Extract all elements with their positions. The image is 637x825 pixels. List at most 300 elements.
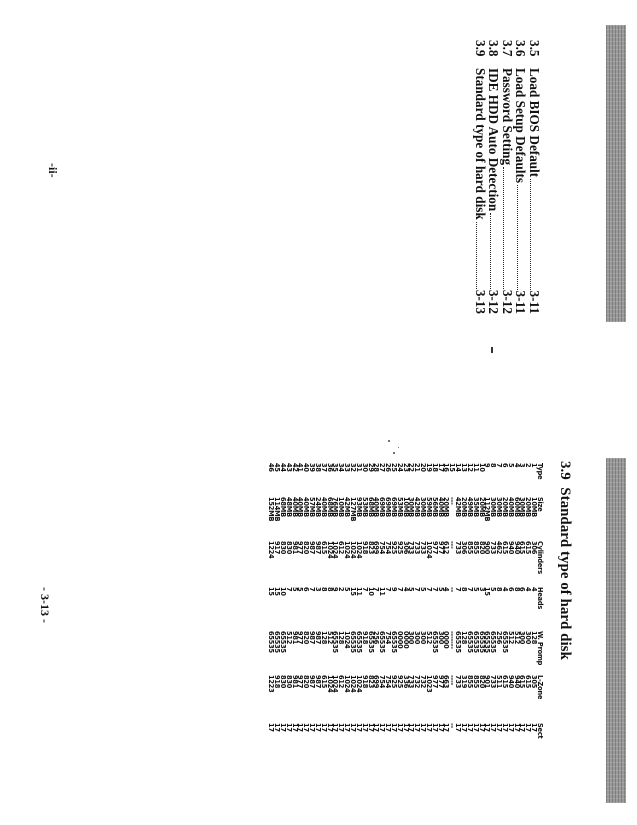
table-cell: 15 [267, 587, 276, 596]
table-cell: 17 [413, 723, 422, 732]
table-cell: 41 [296, 463, 305, 472]
table-cell: 17 [442, 723, 451, 732]
table-cell: 8 [495, 587, 504, 592]
table-cell: 820 [302, 541, 311, 555]
table-cell: 987 [308, 675, 317, 689]
table-cell: 40 [302, 463, 311, 472]
table-cell: 256 [495, 631, 504, 645]
table-cell: 987 [313, 675, 322, 689]
table-cell: 15 [273, 587, 282, 596]
toc-entry-title: IDE HDD Auto Detection [486, 68, 502, 212]
table-cell: 7 [308, 587, 317, 592]
table-cell: 18 [430, 463, 439, 472]
table-cell: 17 [331, 723, 340, 732]
table-cell: 300 [518, 631, 527, 645]
table-cell: 0000 [442, 631, 451, 649]
table-cell: 5 [436, 587, 445, 592]
table-cell: -- [448, 587, 457, 593]
table-cell: 925 [395, 675, 404, 689]
table-row [454, 463, 463, 743]
table-cell: 25 [389, 463, 398, 472]
table-cell: 20MB [442, 497, 451, 517]
table-cell: 820 [302, 675, 311, 689]
table-cell: 900 [483, 541, 492, 555]
table-cell: 733 [454, 675, 463, 689]
table-cell: 6 [518, 587, 527, 592]
table-cell: 69MB [384, 497, 393, 517]
scan-speck [398, 447, 399, 448]
table-cell: 114MB [273, 497, 282, 522]
table-cell: 15 [448, 463, 457, 472]
table-cell: 615 [319, 675, 328, 689]
table-cell: 7 [395, 587, 404, 592]
table-cell: 42MB [343, 497, 352, 517]
table-cell: 7 [465, 587, 474, 592]
toc-entry [514, 40, 528, 314]
table-cell: 940 [506, 541, 515, 555]
table-cell: 44 [278, 463, 287, 472]
table-cell: 17 [512, 723, 521, 732]
table-cell: 10 [477, 463, 486, 472]
table-cell: 8 [319, 587, 328, 592]
table-cell: 306 [401, 541, 410, 555]
table-cell: 855 [465, 675, 474, 689]
table-cell: 820 [477, 541, 486, 555]
toc-leader-dots [490, 213, 501, 289]
table-cell: 65535 [366, 631, 375, 653]
table-cell: 8 [512, 587, 521, 592]
column-header: W. Promp [536, 631, 544, 666]
toc-entry-title: Standard type of hard disk [472, 68, 488, 220]
table-cell: 754 [378, 675, 387, 689]
table-cell: 17 [372, 723, 381, 732]
toc-entry-number: 3.7 [499, 40, 515, 57]
table-cell: 733 [407, 541, 416, 555]
table-of-contents [473, 40, 541, 314]
table-cell: 65535 [477, 631, 486, 653]
table-cell: 305 [530, 675, 539, 689]
table-cell: 615 [524, 541, 533, 555]
toc-entry-number: 3.8 [486, 40, 502, 57]
table-cell: 300 [407, 631, 416, 645]
table-cell: 15 [349, 587, 357, 596]
table-cell: 830 [278, 541, 287, 555]
toc-leader-dots [530, 179, 541, 289]
table-cell: 981 [290, 675, 299, 689]
table-cell: 830 [284, 675, 293, 689]
table-cell: 7 [413, 587, 422, 592]
table-cell: 977 [430, 675, 439, 689]
table-cell: 14 [454, 463, 463, 472]
table-cell: 35MB [471, 497, 480, 517]
table-cell: 612 [337, 541, 346, 555]
table-cell: 17 [460, 723, 469, 732]
table-cell: 17 [500, 723, 509, 732]
toc-entry-number: 3.9 [472, 40, 488, 57]
table-cell: 42 [290, 463, 299, 472]
table-cell: 29 [366, 463, 375, 472]
hard-disk-type-table [267, 463, 542, 743]
toc-entry-title: Load Setup Defaults [513, 68, 529, 184]
table-cell: 987 [313, 631, 322, 645]
table-cell: 5 [290, 587, 299, 592]
table-cell: 940 [512, 675, 521, 689]
table-cell: 615 [518, 675, 527, 689]
table-cell: -- [448, 723, 457, 729]
table-cell: 2 [524, 463, 533, 468]
table-cell: 754 [378, 541, 387, 555]
table-cell: 128 [337, 631, 346, 645]
table-cell: 17 [384, 723, 393, 732]
table-cell: 65535 [483, 631, 492, 653]
table-cell: 20 [419, 463, 428, 472]
table-cell: 24 [395, 463, 404, 472]
table-cell: 733 [489, 541, 498, 555]
table-cell: 49MB [465, 497, 474, 517]
table-cell: 823 [366, 541, 375, 555]
table-cell: 65535 [273, 631, 282, 653]
table-cell: 615 [500, 541, 509, 555]
table-cell: 733 [454, 541, 463, 555]
table-cell: 17 [337, 723, 346, 732]
table-cell: 40MB [506, 497, 515, 517]
table-cell: 855 [465, 541, 474, 555]
table-cell: 917 [273, 541, 282, 555]
table-cell: 17 [267, 723, 276, 732]
table-cell: 17 [313, 723, 322, 732]
table-cell: 7 [284, 587, 293, 592]
table-cell: 512 [284, 631, 293, 645]
table-cell: 306 [530, 541, 539, 555]
scan-speck [393, 452, 395, 454]
column-header: Heads [536, 587, 544, 610]
table-cell: 17 [378, 723, 387, 732]
table-cell: 977 [436, 541, 445, 555]
table-cell: 0000 [401, 631, 410, 649]
table-cell: 901 [483, 675, 492, 689]
table-cell: 823 [366, 675, 375, 689]
table-cell: 830 [278, 675, 287, 689]
table-cell: 3 [313, 587, 322, 592]
table-cell: 10MB [401, 497, 410, 517]
table-cell: 65535 [471, 631, 480, 653]
table-cell: 128 [460, 631, 469, 645]
table-cell: 57MB [308, 497, 317, 517]
table-cell: 17 [465, 723, 474, 732]
table-cell: 9 [331, 587, 340, 592]
table-cell: 17 [395, 723, 404, 732]
table-cell: 24MB [313, 497, 322, 517]
toc-leader-dots [476, 222, 487, 289]
table-cell: 256 [372, 631, 381, 645]
table-cell: 977 [296, 631, 305, 645]
table-cell: 4 [401, 587, 410, 592]
table-cell: 17 [389, 723, 398, 732]
table-cell: 65535 [454, 631, 463, 653]
table-cell: 17 [360, 723, 369, 732]
table-cell: 65535 [267, 631, 276, 653]
table-cell: 17 [401, 723, 410, 732]
table-cell: 925 [389, 541, 398, 555]
table-cell: 987 [308, 631, 317, 645]
table-cell: 39 [308, 463, 317, 472]
table-cell: 60MB [512, 497, 521, 517]
toc-entry-title: Load BIOS Default [527, 68, 542, 178]
toc-entry-number: 3.6 [513, 40, 529, 57]
table-cell: 22 [407, 463, 416, 472]
table-cell: 7 [424, 587, 433, 592]
table-cell: 6 [500, 463, 509, 468]
table-cell: 32 [349, 463, 357, 472]
table-cell: 65535 [278, 631, 287, 653]
table-cell: 5 [489, 587, 498, 592]
toc-entry-page: 3-12 [486, 289, 502, 314]
table-cell: 20MB [524, 497, 533, 517]
table-cell: 6 [302, 587, 311, 592]
table-cell: 1023 [424, 675, 433, 693]
table-cell: 8 [460, 587, 469, 592]
column-header: L-Zone [536, 675, 544, 700]
table-cell: 40MB [296, 497, 305, 517]
table-cell: 1024 [349, 541, 357, 559]
table-cell: 17 [319, 723, 328, 732]
table-cell: 40MB [319, 497, 328, 517]
table-cell: 300 [524, 631, 533, 645]
table-cell: 34 [337, 463, 346, 472]
table-cell: 987 [313, 541, 322, 555]
table-cell: 918 [360, 631, 369, 645]
table-cell: 8 [325, 587, 334, 592]
scan-edge-shading-top [606, 25, 626, 322]
toc-entry [527, 40, 541, 314]
table-cell: 1224 [267, 541, 276, 559]
table-cell: 754 [384, 541, 393, 555]
table-cell: 17 [278, 723, 287, 732]
table-cell: 11 [471, 463, 480, 472]
toc-entry-page: 3-11 [513, 290, 529, 314]
table-cell: 830 [284, 541, 293, 555]
table-cell: 12 [465, 463, 474, 472]
toc-entry-page: 3-13 [472, 289, 488, 314]
table-cell: 17 [308, 723, 317, 732]
table-cell: 820 [302, 631, 311, 645]
table-cell: 5 [506, 463, 515, 468]
table-cell: 1024 [331, 541, 340, 559]
table-cell: 6 [506, 587, 515, 592]
table-cell: 30MB [419, 497, 428, 517]
table-cell: 21 [413, 463, 422, 472]
table-cell: 17 [530, 723, 539, 732]
table-cell: 615 [319, 541, 328, 555]
table-cell: 699 [372, 541, 381, 555]
table-cell: 17 [436, 723, 445, 732]
scan-edge-shading-bottom [606, 458, 626, 803]
table-cell: 17 [419, 723, 428, 732]
table-cell: 20MB [500, 497, 509, 517]
scan-speck [388, 440, 390, 442]
table-cell: 65535 [489, 631, 498, 653]
table-cell: ---- [448, 675, 457, 686]
column-header: Cylinders [536, 541, 544, 574]
table-cell: 65535 [465, 631, 474, 653]
table-cell: 918 [360, 675, 369, 689]
table-cell: 17 [471, 723, 480, 732]
table-cell: 38 [313, 463, 322, 472]
table-cell: --- [448, 497, 457, 505]
table-cell: 925 [395, 541, 404, 555]
table-cell: 30MB [489, 497, 498, 517]
table-cell: 65535 [430, 631, 439, 653]
table-cell: 1024 [424, 541, 433, 559]
table-cell: 17 [343, 723, 352, 732]
table-cell: 128 [530, 631, 539, 645]
table-cell: 17 [296, 723, 305, 732]
table-cell: 17 [454, 723, 463, 732]
table-cell: 93MB [354, 497, 363, 517]
table-cell: 940 [506, 675, 515, 689]
table-cell: 615 [524, 675, 533, 689]
table-cell: 43 [284, 463, 293, 472]
table-cell: 512 [424, 631, 433, 645]
table-cell: 462 [495, 541, 504, 555]
table-cell: 4 [442, 587, 451, 592]
table-cell: 65535 [378, 631, 387, 653]
table-cell: 2 [337, 587, 346, 592]
table-cell: 820 [477, 675, 486, 689]
column-header: Size [536, 497, 544, 512]
table-cell: 918 [273, 675, 282, 689]
table-cell: 3 [477, 587, 486, 592]
table-cell: 732 [419, 675, 428, 689]
table-cell: 40MB [436, 497, 445, 517]
table-cell: 977 [436, 675, 445, 689]
table-cell: 5 [296, 587, 305, 592]
table-cell: 17 [290, 723, 299, 732]
table-cell: 300 [413, 631, 422, 645]
table-cell: 300 [436, 631, 445, 645]
table-cell: 511 [495, 675, 504, 689]
table-cell: 68MB [325, 497, 334, 517]
table-cell: ------- [448, 631, 457, 649]
section-heading [556, 461, 573, 660]
table-cell: 3 [518, 463, 527, 468]
table-cell: 17 [349, 723, 357, 732]
table-cell: 46 [267, 463, 276, 472]
table-row [267, 463, 276, 743]
table-cell: 65535 [331, 631, 340, 653]
table-cell: 17 [424, 723, 433, 732]
table-cell: 1024 [325, 675, 334, 693]
table-cell: 40MB [372, 497, 381, 517]
table-cell: 69MB [378, 497, 387, 517]
table-cell: 40MB [290, 497, 299, 517]
table-cell: 977 [296, 675, 305, 689]
table-cell: 17 [430, 723, 439, 732]
table-cell: 918 [360, 541, 369, 555]
table-cell: 15 [483, 587, 492, 596]
table-cell: 732 [413, 675, 422, 689]
table-cell: 7 [454, 587, 463, 592]
table-cell: 48MB [284, 497, 293, 517]
table-cell: 20MB [460, 497, 469, 517]
table-cell: 45 [273, 463, 282, 472]
table-cell: 65535 [349, 631, 357, 653]
table-cell: --- [448, 541, 457, 549]
table-cell: 615 [500, 675, 509, 689]
table-cell: 4 [530, 587, 539, 592]
table-cell: 30MB [407, 497, 416, 517]
roman-page-number: -ii- [46, 163, 60, 178]
table-cell: 5 [419, 587, 428, 592]
table-cell: 53MB [360, 497, 369, 517]
table-cell: 1024 [343, 675, 352, 693]
section-title: Standard type of hard disk [557, 487, 573, 660]
table-cell: 33 [343, 463, 352, 472]
table-cell: 127MB [349, 497, 357, 522]
table-cell: 612 [442, 541, 451, 555]
table-cell: 1024 [349, 675, 357, 693]
table-cell: 17 [273, 723, 282, 732]
table-cell: 69MB [389, 497, 398, 517]
table-cell: 11 [378, 587, 387, 596]
table-cell: 1024 [354, 675, 363, 693]
table-cell: 19 [424, 463, 433, 472]
section-number: 3.9 [557, 461, 573, 480]
table-cell: 7 [495, 463, 504, 468]
table-cell: 940 [512, 541, 521, 555]
table-cell: 11 [354, 587, 363, 596]
table-cell: 319 [460, 675, 469, 689]
table-cell: 855 [471, 675, 480, 689]
table-cell: 5 [343, 587, 352, 592]
table-cell: 306 [460, 541, 469, 555]
table-cell: 754 [384, 631, 393, 645]
table-cell: 17 [524, 723, 533, 732]
table-cell: 733 [489, 675, 498, 689]
table-cell: 17 [495, 723, 504, 732]
table-cell: 1024 [325, 541, 334, 559]
toc-entry [500, 40, 514, 314]
table-cell: 1024 [343, 541, 352, 559]
table-cell: 17 [354, 723, 363, 732]
table-cell: 987 [308, 541, 317, 555]
table-cell: 4 [512, 463, 521, 468]
table-cell: 5 [407, 587, 416, 592]
table-cell: 336 [401, 675, 410, 689]
table-cell: 27 [378, 463, 387, 472]
table-cell: 17 [302, 723, 311, 732]
table-cell: 7 [430, 587, 439, 592]
table-cell: 65535 [500, 631, 509, 653]
table-cell: 17 [436, 463, 445, 472]
toc-entry [473, 40, 487, 314]
table-cell: 17 [407, 723, 416, 732]
page-number: - 3-13 - [38, 587, 52, 623]
table-cell: 17 [366, 723, 375, 732]
table-cell: 17 [518, 723, 527, 732]
table-cell: 512 [506, 631, 515, 645]
toc-leader-dots [503, 167, 514, 289]
table-cell: 300 [419, 631, 428, 645]
table-cell: 30MB [518, 497, 527, 517]
table-cell: 59MB [424, 497, 433, 517]
table-cell: 612 [337, 675, 346, 689]
column-header: Sect [536, 723, 544, 739]
table-cell: 699 [372, 675, 381, 689]
table-cell: 4 [500, 587, 509, 592]
table-cell: 7 [360, 587, 369, 592]
table-cell: 65535 [389, 631, 398, 653]
